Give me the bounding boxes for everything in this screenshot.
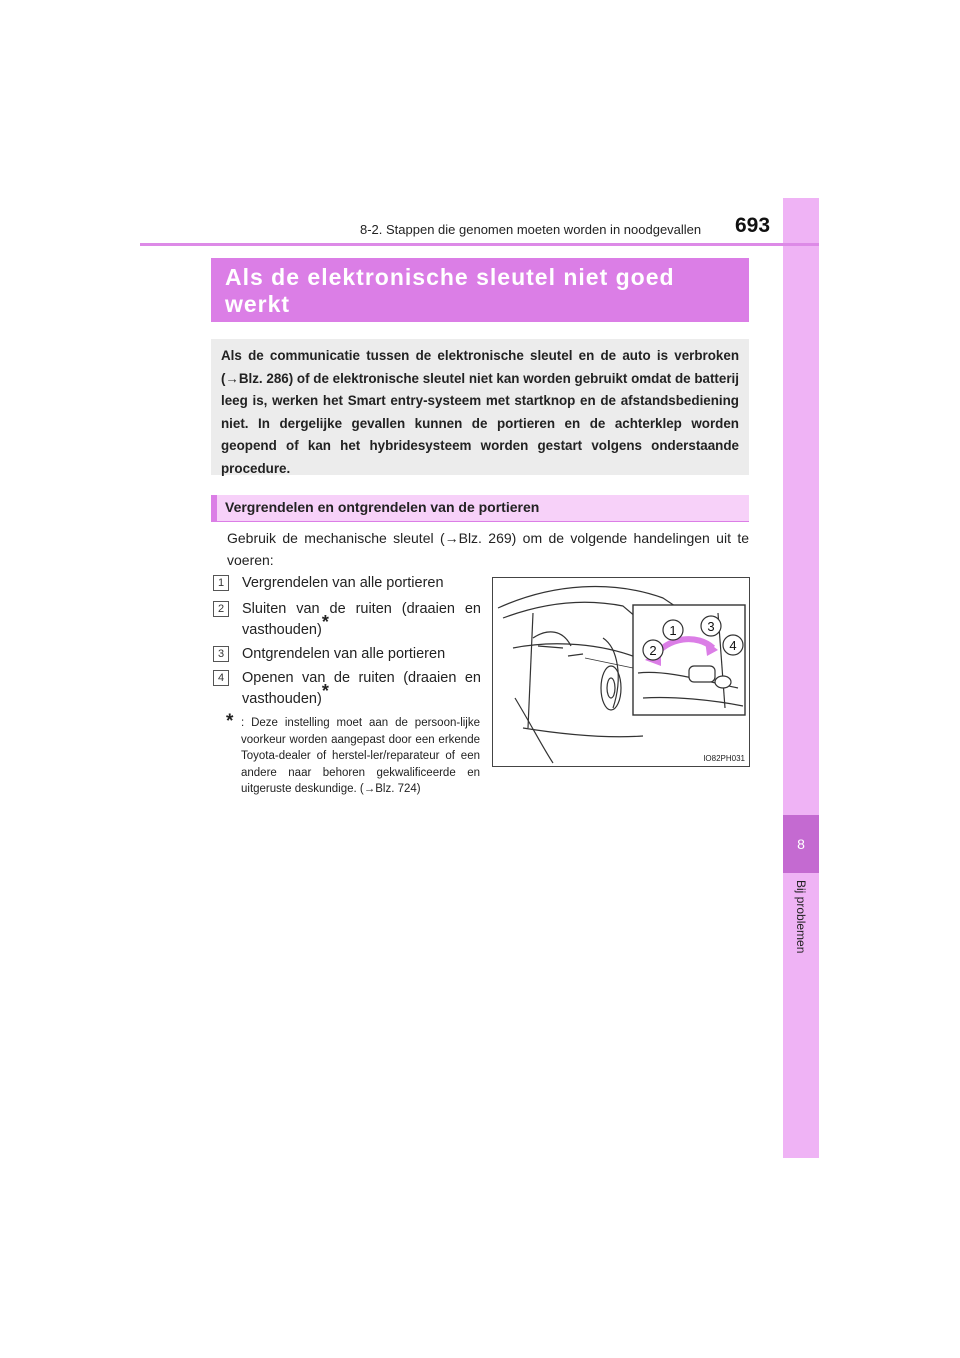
lead-paragraph: Gebruik de mechanische sleutel (→Blz. 269) om de volgende handelingen uit te voeren:	[227, 530, 749, 568]
subsection-divider	[211, 521, 749, 522]
step-item	[213, 668, 481, 710]
step-item	[213, 573, 481, 594]
chapter-label: Bij problemen	[794, 880, 808, 954]
callout-1: 1	[669, 623, 677, 638]
step-number: 2	[213, 601, 229, 617]
step-number: 4	[213, 670, 229, 686]
footnote-text: : Deze instelling moet aan de persoon-lijke voorkeur worden aangepast door een erkende Toyota-dealer of herstel-ler/reparateur of een andere naar behoren gekwalificeerde en uitgeruste deskundige. (→Blz. 724)	[241, 717, 480, 795]
callout-2: 2	[649, 643, 657, 658]
footnote-marker: *	[226, 711, 234, 732]
page-number: 693	[735, 214, 771, 237]
callout-4: 4	[729, 638, 737, 653]
chapter-number: 8	[783, 815, 819, 873]
figure-code: IO82PH031	[703, 754, 745, 763]
chapter-side-tab	[783, 198, 819, 1158]
door-key-illustration	[492, 577, 750, 767]
page-title: Als de elektronische sleutel niet goed werkt	[211, 258, 749, 322]
car-door-lock-icon	[493, 578, 749, 766]
step-text: Ontgrendelen van alle portieren	[242, 646, 446, 662]
intro-paragraph: Als de communicatie tussen de elektronische sleutel en de auto is verbroken (→Blz. 286) of de elektronische sleutel niet kan worden gebruikt omdat de batterij leeg is, werken het Smart entry-systeem met startknop en de afstandsbediening niet. In dergelijke gevallen kunnen de portieren en de achterklep worden geopend of kan het hybridesysteem worden gestart volgens onderstaande procedure.	[211, 339, 749, 475]
callout-3: 3	[707, 619, 715, 634]
header-divider	[140, 243, 819, 246]
step-text: Openen van de ruiten (draaien en vasthouden)*	[242, 670, 481, 707]
step-text: Vergrendelen van alle portieren	[242, 575, 444, 591]
step-item	[213, 644, 481, 665]
step-number: 1	[213, 575, 229, 591]
step-text: Sluiten van de ruiten (draaien en vasthouden)*	[242, 601, 481, 638]
subsection-heading: Vergrendelen en ontgrendelen van de portieren	[211, 495, 749, 521]
footnote	[226, 711, 480, 798]
section-header: 8-2. Stappen die genomen moeten worden in noodgevallen	[360, 222, 702, 237]
step-item	[213, 599, 481, 641]
step-number: 3	[213, 646, 229, 662]
